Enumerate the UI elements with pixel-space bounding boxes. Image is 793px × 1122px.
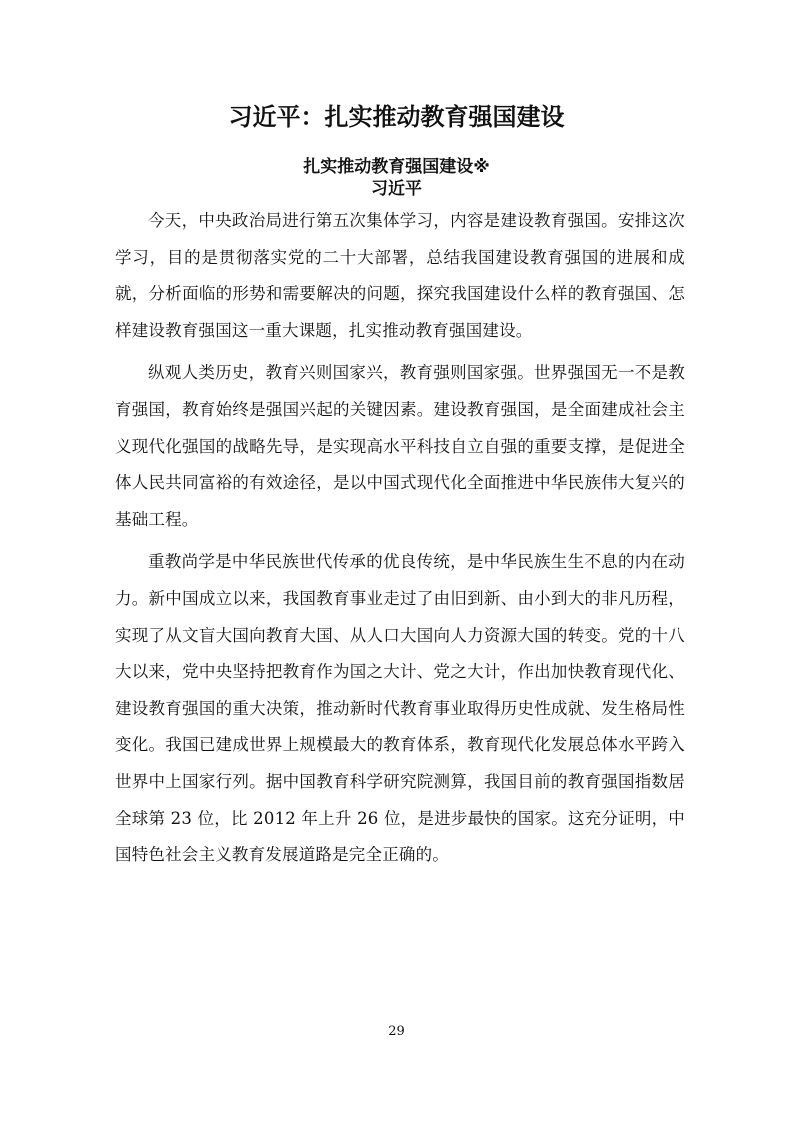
- paragraph-1: 今天，中央政治局进行第五次集体学习，内容是建设教育强国。安排这次学习，目的是贯彻落实党的二十大部署，总结我国建设教育强国的进展和成就，分析面临的形势和需要解决的问题，探究我国建设什么样的教育强国、怎样建设教育强国这一重大课题，扎实推动教育强国建设。: [115, 211, 685, 340]
- article-subtitle: 扎实推动教育强国建设※: [303, 157, 490, 177]
- article-body: [115, 203, 685, 880]
- article-author: 习近平: [371, 179, 422, 199]
- page-title: 习近平：扎实推动教育强国建设: [228, 103, 565, 131]
- paragraph-3: 重教尚学是中华民族世代传承的优良传统，是中华民族生生不息的内在动力。新中国成立以来，我国教育事业走过了由旧到新、由小到大的非凡历程，实现了从文盲大国向教育大国、从人口大国向人力资源大国的转变。党的十八大以来，党中央坚持把教育作为国之大计、党之大计，作出加快教育现代化、建设教育强国的重大决策，推动新时代教育事业取得历史性成就、发生格局性变化。我国已建成世界上规模最大的教育体系，教育现代化发展总体水平跨入世界中上国家行列。据中国教育科学研究院测算，我国目前的教育强国指数居全球第 23 位，比 2012 年上升 26 位，是进步最快的国家。这充分证明，中国特色社会主义教育发展道路是完全正确的。: [115, 552, 685, 865]
- article-header: [0, 156, 793, 200]
- paragraph-2: 纵观人类历史，教育兴则国家兴，教育强则国家强。世界强国无一不是教育强国，教育始终是强国兴起的关键因素。建设教育强国，是全面建成社会主义现代化强国的战略先导，是实现高水平科技自立自强的重要支撑，是促进全体人民共同富裕的有效途径，是以中国式现代化全面推进中华民族伟大复兴的基础工程。: [115, 363, 685, 529]
- page-number: 29: [388, 1024, 405, 1039]
